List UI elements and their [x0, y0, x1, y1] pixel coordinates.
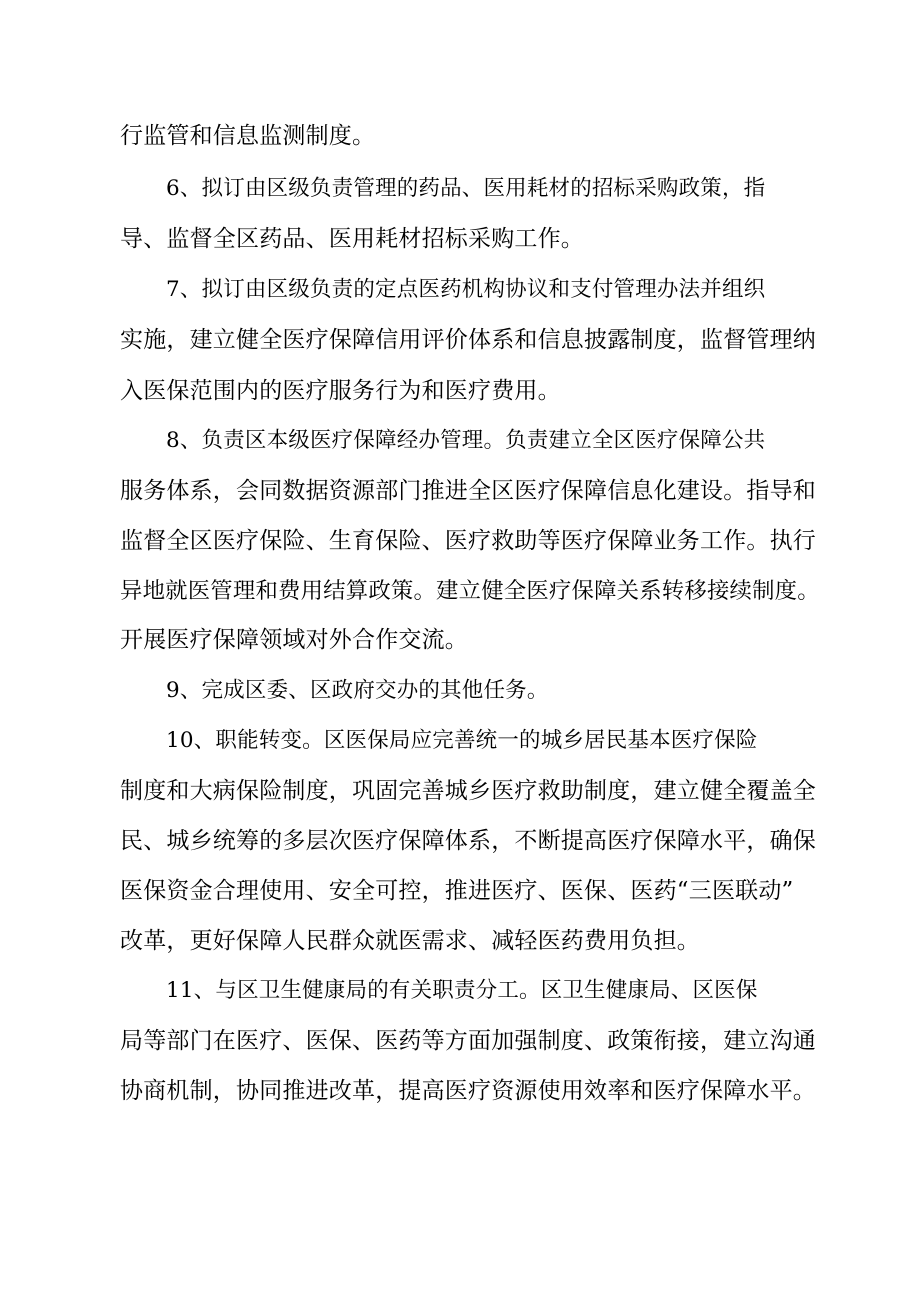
paragraph-6-line: 6、拟订由区级负责管理的药品、医用耗材的招标采购政策，指 [166, 176, 766, 201]
paragraph-6-line: 导、监督全区药品、医用耗材招标采购工作。 [120, 226, 584, 252]
paragraph-8-line: 8、负责区本级医疗保障经办管理。负责建立全区医疗保障公共 [166, 428, 766, 453]
paragraph-8-line: 服务体系，会同数据资源部门推进全区医疗保障信息化建设。指导和 [120, 478, 816, 504]
paragraph-10-line: 改革，更好保障人民群众就医需求、减轻医药费用负担。 [120, 928, 700, 954]
paragraph-10-line: 医保资金合理使用、安全可控，推进医疗、医保、医药“三医联动” [120, 878, 794, 904]
paragraph-11-line: 协商机制，协同推进改革，提高医疗资源使用效率和医疗保障水平。 [120, 1078, 816, 1104]
paragraph-8-line: 开展医疗保障领域对外合作交流。 [120, 627, 468, 653]
paragraph-10-line: 10、职能转变。区医保局应完善统一的城乡居民基本医疗保险 [166, 728, 758, 753]
paragraph-7-line: 入医保范围内的医疗服务行为和医疗费用。 [120, 378, 561, 404]
paragraph-11-line: 局等部门在医疗、医保、医药等方面加强制度、政策衔接，建立沟通 [120, 1028, 816, 1054]
paragraph-10-line: 民、城乡统筹的多层次医疗保障体系，不断提高医疗保障水平，确保 [120, 828, 816, 854]
paragraph-10-line: 制度和大病保险制度，巩固完善城乡医疗救助制度，建立健全覆盖全 [120, 778, 816, 804]
paragraph-9-line: 9、完成区委、区政府交办的其他任务。 [166, 678, 549, 703]
paragraph-11-line: 11、与区卫生健康局的有关职责分工。区卫生健康局、区医保 [166, 978, 758, 1003]
paragraph-8-line: 监督全区医疗保险、生育保险、医疗救助等医疗保障业务工作。执行 [120, 528, 816, 554]
paragraph-8-line: 异地就医管理和费用结算政策。建立健全医疗保障关系转移接续制度。 [120, 578, 820, 604]
paragraph-7-line: 实施，建立健全医疗保障信用评价体系和信息披露制度，监督管理纳 [120, 327, 816, 353]
paragraph-7-line: 7、拟订由区级负责的定点医药机构协议和支付管理办法并组织 [166, 277, 766, 302]
text-line: 行监管和信息监测制度。 [120, 123, 376, 149]
